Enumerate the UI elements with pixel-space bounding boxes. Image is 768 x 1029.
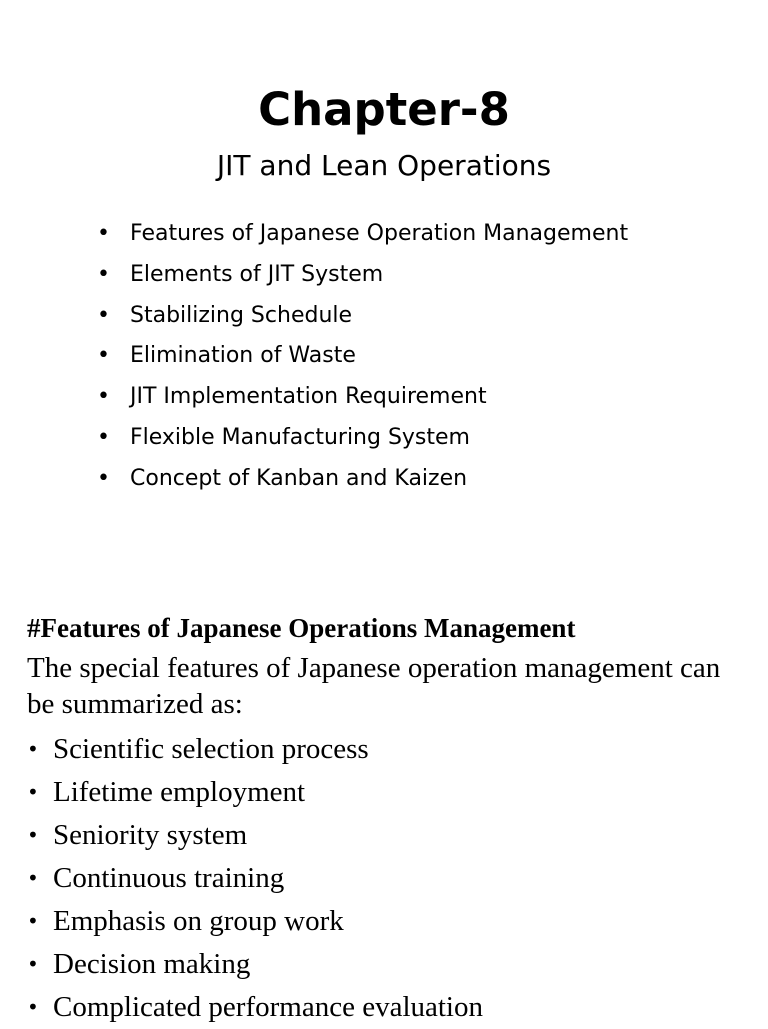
- feature-item: [0, 986, 768, 1029]
- bullet-icon: •: [27, 995, 39, 1019]
- bullet-icon: •: [97, 465, 110, 491]
- bullet-icon: •: [97, 302, 110, 328]
- feature-item: [0, 814, 768, 857]
- intro-paragraph: The special features of Japanese operation management can be summarized as:: [27, 652, 721, 720]
- bullet-icon: •: [97, 261, 110, 287]
- topic-text: JIT Implementation Requirement: [130, 384, 487, 410]
- feature-text: Scientific selection process: [53, 733, 369, 765]
- feature-item: [0, 857, 768, 900]
- topic-text: Concept of Kanban and Kaizen: [130, 465, 468, 491]
- topic-text: Elements of JIT System: [130, 261, 384, 287]
- slide-subtitle: JIT and Lean Operations: [216, 149, 552, 182]
- bullet-icon: •: [27, 952, 39, 976]
- bullet-icon: •: [27, 780, 39, 804]
- feature-text: Seniority system: [53, 819, 248, 851]
- topic-list: [0, 214, 768, 500]
- topic-text: Stabilizing Schedule: [130, 302, 353, 328]
- bullet-icon: •: [27, 866, 39, 890]
- topic-item: [0, 214, 768, 255]
- topic-item: [0, 255, 768, 296]
- bullet-icon: •: [97, 384, 110, 410]
- feature-item: [0, 728, 768, 771]
- bullet-icon: •: [27, 909, 39, 933]
- topic-text: Features of Japanese Operation Management: [130, 221, 629, 246]
- topic-item: [0, 459, 768, 500]
- feature-text: Lifetime employment: [53, 776, 306, 808]
- topic-item: [0, 377, 768, 418]
- topic-item: [0, 296, 768, 337]
- slide-title: Chapter-8: [258, 83, 510, 136]
- bullet-icon: •: [97, 343, 110, 369]
- feature-item: [0, 771, 768, 814]
- bullet-icon: •: [97, 424, 110, 450]
- feature-text: Complicated performance evaluation: [53, 991, 483, 1023]
- feature-list: [0, 728, 768, 1029]
- topic-text: Elimination of Waste: [130, 343, 356, 369]
- feature-item: [0, 943, 768, 986]
- topic-item: [0, 336, 768, 377]
- topic-text: Flexible Manufacturing System: [130, 424, 470, 450]
- feature-text: Decision making: [53, 948, 251, 980]
- section-heading: #Features of Japanese Operations Management: [27, 613, 576, 643]
- feature-text: Emphasis on group work: [53, 905, 344, 937]
- feature-text: Continuous training: [53, 862, 285, 894]
- bullet-icon: •: [27, 737, 39, 761]
- bullet-icon: •: [97, 221, 110, 246]
- topic-item: [0, 418, 768, 459]
- feature-item: [0, 900, 768, 943]
- slide-features: [0, 600, 768, 1024]
- bullet-icon: •: [27, 823, 39, 847]
